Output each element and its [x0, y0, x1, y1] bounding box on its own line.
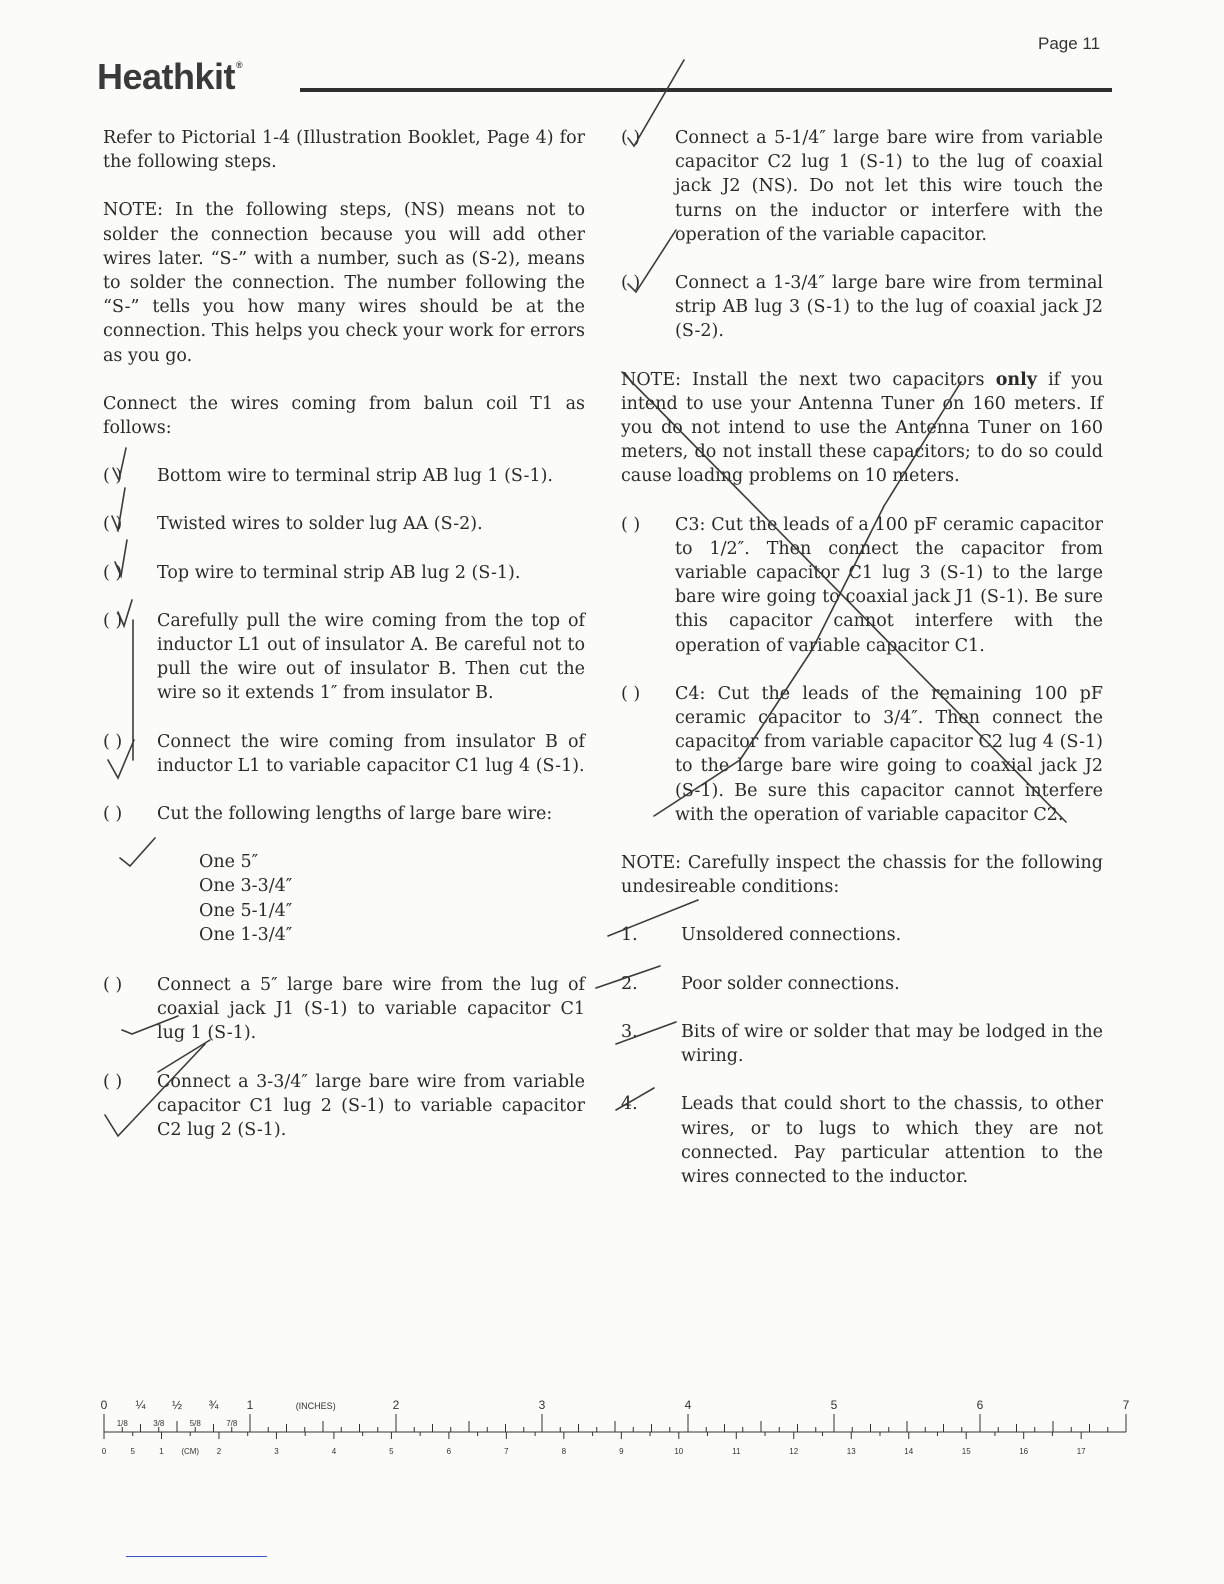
list-item: One 5-1/4″	[199, 900, 293, 921]
step-text: Twisted wires to solder lug AA (S-2).	[157, 514, 483, 535]
note-emphasis: only	[995, 369, 1037, 390]
step-text: C3: Cut the leads of a 100 pF ceramic capacitor to 1/2″. Then connect the capacitor from variable capacitor C1 lug 3 (S-1) to the large bare wire going to coaxial jack J1 (S-1). Be sure this capacitor cannot interfere with the operation of variable capacitor C1.	[675, 514, 1103, 656]
step-text: Connect a 5″ large bare wire from the lug of coaxial jack J1 (S-1) to variable capacitor C1 lug 1 (S-1).	[157, 975, 585, 1044]
step-text: Connect a 5-1/4″ large bare wire from variable capacitor C2 lug 1 (S-1) to the lug of coaxial jack J2 (NS). Do not let this wire touch the turns on the inductor or interfere with the operation of the variable capacitor.	[675, 128, 1103, 245]
cm-label: 11	[732, 1447, 741, 1456]
inch-label: 2	[392, 1398, 400, 1412]
cm-label: 7	[504, 1447, 509, 1456]
condition-number: 2.	[621, 973, 638, 994]
condition-item	[621, 923, 1103, 947]
cm-label: 14	[904, 1447, 914, 1456]
checkbox[interactable]: ( )	[103, 1071, 123, 1092]
footer-link-underline	[126, 1556, 267, 1557]
eighth-label: 3/8	[153, 1419, 165, 1428]
inch-label: ½	[171, 1398, 183, 1412]
step-text: Connect a 1-3/4″ large bare wire from terminal strip AB lug 3 (S-1) to the lug of coaxial jack J2 (S-2).	[675, 273, 1103, 342]
note-paragraph: NOTE: In the following steps, (NS) means not to solder the connection because you will add other wires later. “S-” with a number, such as (S-2), means to solder the connection. The number following the “S-” tells you how many wires should be at the connection. This helps you check your work for errors as you go.	[103, 200, 585, 366]
eighth-label: 1/8	[116, 1419, 128, 1428]
list-item: One 1-3/4″	[199, 924, 293, 945]
step-connect-5in-wire	[103, 973, 585, 1046]
checkbox[interactable]: ( )	[103, 804, 123, 825]
checkbox[interactable]: ( )	[103, 514, 123, 535]
condition-text: Bits of wire or solder that may be lodged in the wiring.	[681, 1021, 1103, 1067]
step-c4	[621, 682, 1103, 827]
inch-label: 3	[538, 1398, 546, 1412]
cm-label: 1	[159, 1447, 164, 1456]
list-item: One 5″	[199, 852, 259, 873]
condition-text: Leads that could short to the chassis, to other wires, or to lugs to which they are not connected. Pay particular attention to the wires connected to the inductor.	[681, 1094, 1103, 1187]
ruler-ticks	[104, 1414, 1126, 1439]
inch-label: (INCHES)	[295, 1401, 336, 1411]
inch-label: ¼	[135, 1398, 146, 1412]
note-text: if you intend to use your Antenna Tuner on 160 meters. If you do not intend to use the Antenna Tuner on 160 meters, do not install these capacitors; to do so could cause loading problems on 10 meters.	[621, 369, 1103, 487]
page-number: Page 11	[1038, 34, 1101, 53]
step-pull-wire	[103, 609, 585, 706]
cm-label: 8	[561, 1447, 567, 1456]
cm-label: 17	[1076, 1447, 1086, 1456]
step-bottom-wire	[103, 464, 585, 488]
registered-mark: ®	[236, 60, 243, 70]
cm-label: 6	[446, 1447, 452, 1456]
cm-label: 12	[789, 1447, 799, 1456]
step-twisted-wires	[103, 512, 585, 536]
step-connect-3-3-4in-wire	[103, 1070, 585, 1143]
cm-label: 16	[1019, 1447, 1029, 1456]
step-connect-1-3-4in-wire	[621, 271, 1103, 344]
step-cut-lengths	[103, 802, 585, 826]
inspect-note: NOTE: Carefully inspect the chassis for the following undesireable conditions:	[621, 853, 1103, 898]
capacitor-note	[621, 368, 1103, 489]
condition-item	[621, 1092, 1103, 1189]
cm-label: 2	[216, 1447, 222, 1456]
step-text: Connect a 3-3/4″ large bare wire from variable capacitor C1 lug 2 (S-1) to variable capacitor C2 lug 2 (S-1).	[157, 1071, 585, 1141]
eighth-label: 7/8	[226, 1419, 238, 1428]
inch-label: 1	[246, 1398, 254, 1412]
brand-name: Heathkit	[97, 56, 236, 97]
balun-intro: Connect the wires coming from balun coil T1 as follows:	[103, 393, 585, 439]
condition-number: 1.	[621, 925, 638, 946]
checkbox[interactable]: ( )	[621, 273, 641, 294]
intro-paragraph: Refer to Pictorial 1-4 (Illustration Booklet, Page 4) for the following steps.	[103, 128, 585, 173]
checkbox[interactable]: ( )	[621, 128, 641, 148]
checkbox[interactable]: ( )	[103, 610, 123, 631]
checkbox[interactable]: ( )	[103, 731, 123, 752]
step-connect-5-1-4in-wire	[621, 126, 1103, 247]
right-column	[621, 126, 1103, 1213]
note-text: NOTE: Install the next two capacitors	[621, 369, 996, 390]
step-text: Top wire to terminal strip AB lug 2 (S-1).	[157, 562, 521, 583]
condition-number: 3.	[621, 1021, 638, 1042]
condition-text: Unsoldered connections.	[681, 925, 902, 946]
step-top-wire	[103, 561, 585, 585]
checkbox[interactable]: ( )	[621, 514, 641, 535]
list-item: One 3-3/4″	[199, 876, 293, 897]
cm-label: 10	[674, 1447, 684, 1456]
inch-label: ¾	[208, 1398, 219, 1412]
cm-label: 3	[274, 1447, 279, 1456]
step-text: Carefully pull the wire coming from the top of inductor L1 out of insulator A. Be careful not to pull the wire out of insulator B. Then cut the wire so it extends 1″ from insulator B.	[157, 610, 585, 704]
brand-logo	[97, 56, 242, 98]
measurement-ruler	[100, 1396, 1130, 1460]
inch-label: 5	[830, 1398, 838, 1412]
step-c3	[621, 513, 1103, 658]
condition-number: 4.	[621, 1094, 638, 1115]
step-text: Cut the following lengths of large bare wire:	[157, 804, 553, 825]
step-text: C4: Cut the leads of the remaining 100 pF ceramic capacitor to 3/4″. Then connect the capacitor from variable capacitor C2 lug 4 (S-1) to the large bare wire going to coaxial jack J2 (S-1). Be sure this capacitor cannot interfere with the operation of variable capacitor C2.	[675, 683, 1103, 825]
step-text: Connect the wire coming from insulator B of inductor L1 to variable capacitor C1 lug 4 (S-1).	[157, 731, 585, 776]
cm-label: (CM)	[181, 1447, 200, 1456]
condition-item	[621, 972, 1103, 996]
condition-text: Poor solder connections.	[681, 973, 900, 994]
cm-label: 5	[130, 1447, 135, 1456]
cm-label: 4	[331, 1447, 337, 1456]
checkbox[interactable]: ( )	[103, 975, 123, 996]
inch-label: 7	[1122, 1398, 1130, 1412]
eighth-label: 5/8	[189, 1419, 201, 1428]
condition-item	[621, 1020, 1103, 1068]
cm-label: 9	[619, 1447, 624, 1456]
cm-label: 13	[846, 1447, 856, 1456]
cm-label: 0	[101, 1447, 107, 1456]
wire-lengths-list	[103, 850, 585, 947]
step-connect-insulator-wire	[103, 730, 585, 778]
checkbox[interactable]: ( )	[103, 562, 123, 583]
left-column	[103, 126, 585, 1166]
cm-label: 15	[961, 1447, 971, 1456]
inch-label: 6	[976, 1398, 984, 1412]
cm-label: 5	[389, 1447, 394, 1456]
inch-label: 0	[100, 1398, 108, 1412]
header-rule	[300, 88, 1112, 92]
checkbox[interactable]: ( )	[103, 466, 123, 487]
step-text: Bottom wire to terminal strip AB lug 1 (S-1).	[157, 466, 553, 487]
inch-label: 4	[684, 1398, 692, 1412]
checkbox[interactable]: ( )	[621, 683, 641, 704]
